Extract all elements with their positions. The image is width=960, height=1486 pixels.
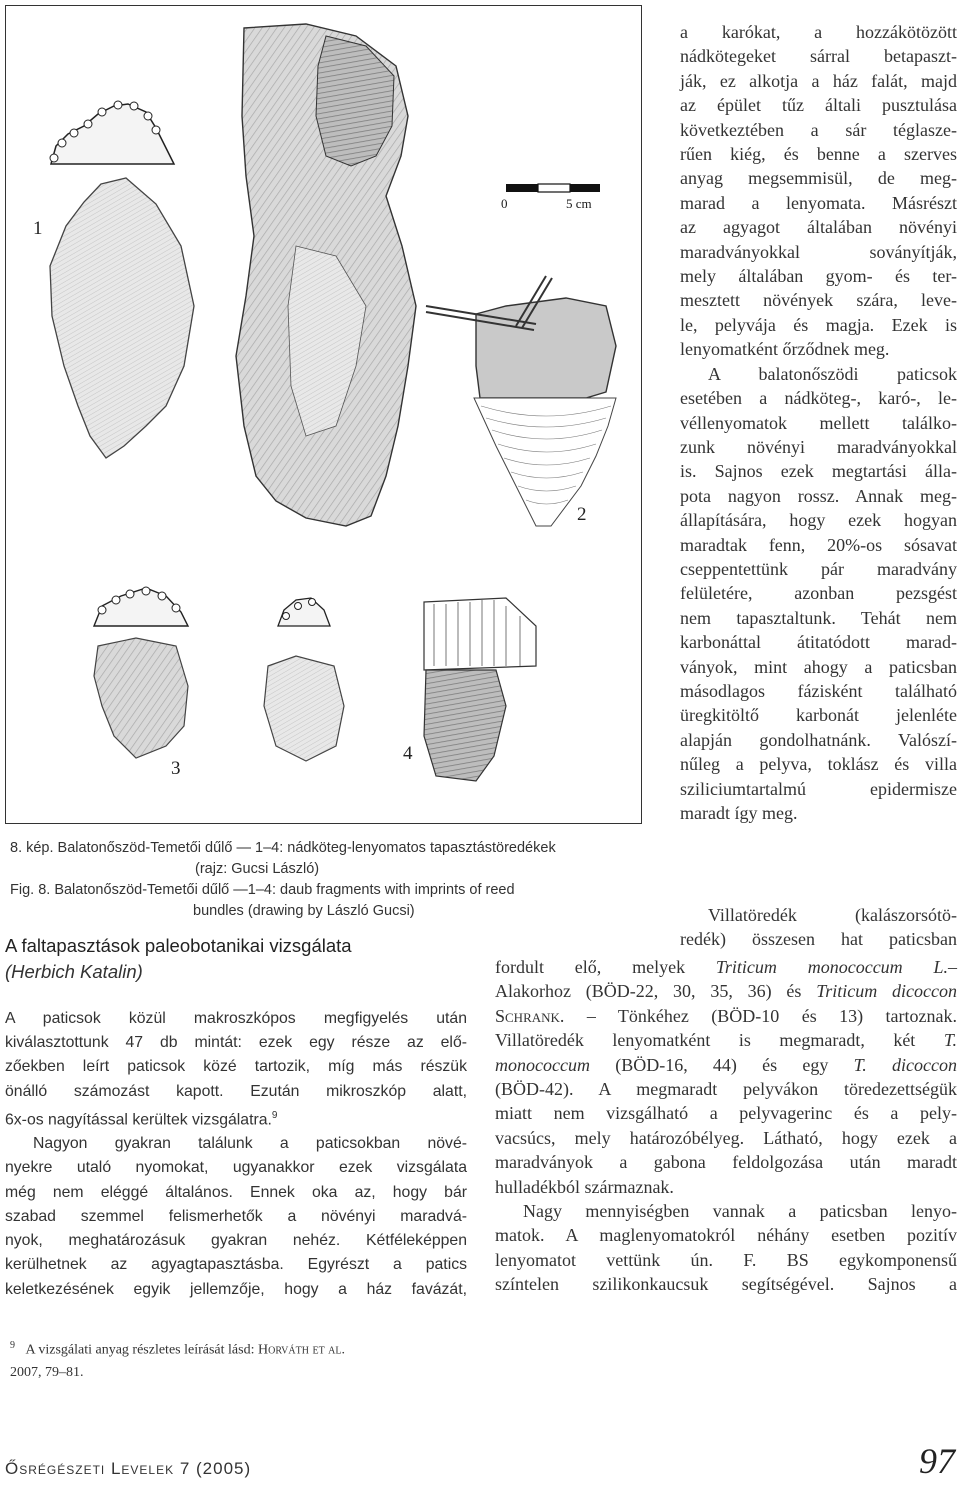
text-line: Nagy mennyiségben vannak a paticsban lenyo- bbox=[523, 1201, 957, 1222]
author-name: Schrank bbox=[495, 1005, 560, 1026]
species-name: monococcum bbox=[495, 1054, 590, 1075]
text-line: miatt nem vizsgálható a pelyvagerinc és a pely- bbox=[495, 1103, 957, 1124]
text-line: felületére, azonban pezsgést bbox=[680, 583, 957, 604]
text-line: nyekre utaló nyomokat, ugyanakkor ezek vizsgálata bbox=[5, 1159, 467, 1177]
right-column-text bbox=[680, 20, 957, 825]
text-line: alapján gondolhatnánk. Valószí- bbox=[680, 729, 957, 750]
scale-bar bbox=[506, 184, 600, 192]
text-line: matok. A maglenyomatokról néhány esetben pozitív bbox=[495, 1225, 957, 1246]
footnote-author: Horváth et al. bbox=[257, 1342, 346, 1358]
text-line: ják, ez alkotja a ház falát, majd bbox=[680, 70, 957, 91]
text-line: szabad szemmel felismerhetők a növényi maradvá- bbox=[5, 1207, 467, 1225]
fragment-4-face bbox=[264, 656, 344, 761]
text-line: hulladékból származnak. bbox=[495, 1176, 674, 1197]
text-line: színtelen szilikonkaucsuk segítségével. Sajnos a bbox=[495, 1274, 957, 1295]
text-line: A balatonőszödi paticsok bbox=[708, 363, 957, 384]
species-name: T. bbox=[943, 1030, 957, 1051]
text-line bbox=[495, 955, 957, 979]
figure-label-1: 1 bbox=[33, 218, 43, 239]
fragment-3-face bbox=[94, 638, 188, 758]
text-line: pota nagyon rossz. Annak meg- bbox=[680, 485, 957, 506]
text-line: lenyomatként őrződnek meg. bbox=[680, 339, 890, 360]
fragment-2-left bbox=[236, 24, 416, 526]
figure-plate bbox=[5, 5, 642, 824]
fragment-2-profile bbox=[426, 276, 616, 526]
text-line: redék) összesen hat paticsban bbox=[680, 929, 957, 950]
text-line: véllenyomatok mellett találko- bbox=[680, 412, 957, 433]
text-line: az agyagot általában növényi bbox=[680, 217, 957, 238]
text-line: mesztett növények szára, leve- bbox=[680, 290, 957, 311]
text-line: anyag megsemmisül, de meg- bbox=[680, 168, 957, 189]
text-run: (BÖD-16, 44) és egy bbox=[589, 1054, 854, 1075]
section-title: A faltapasztások paleobotanikai vizsgálata bbox=[5, 935, 352, 956]
fragment-3-section bbox=[94, 587, 188, 626]
footnote bbox=[10, 1335, 470, 1384]
paragraph-2 bbox=[5, 1132, 467, 1301]
caption-en-line2: bundles (drawing by László Gucsi) bbox=[193, 903, 415, 919]
scale-label-start: 0 bbox=[501, 196, 508, 211]
right-column-text-2 bbox=[680, 903, 957, 952]
text-line: nem tapasztaltunk. Tehát nem bbox=[680, 607, 957, 628]
text-line: sziliciumtartalmú epidermisze bbox=[680, 778, 957, 799]
left-body-text bbox=[5, 1007, 467, 1302]
text-line: kerülhetnek az agyagtapasztásba. Egyrészt a patics bbox=[5, 1256, 467, 1274]
text-line: a karókat, a hozzákötözött bbox=[680, 22, 957, 42]
caption-hu-line1: 8. kép. Balatonőszöd-Temetői dűlő — 1–4: nádköteg-lenyomatos tapasztástöredékek bbox=[10, 840, 556, 856]
text-line: rűen kiég, és benne a szerves bbox=[680, 144, 957, 165]
scale-label-end: 5 cm bbox=[566, 196, 592, 211]
footnote-text-end: 2007, 79–81. bbox=[10, 1364, 84, 1380]
text-line: maradtak fenn, 20%-os sósavat bbox=[680, 534, 957, 555]
caption-en bbox=[10, 880, 622, 922]
page-number: 97 bbox=[919, 1441, 955, 1481]
text-line: maradt így meg. bbox=[680, 803, 798, 823]
caption-hu bbox=[10, 838, 622, 880]
text-line: állapítására, hogy ezek hogyan bbox=[680, 510, 957, 531]
fragment-1-face bbox=[50, 178, 194, 458]
fragment-1-section bbox=[50, 101, 174, 164]
text-line: karbonáttal átitatódott marad- bbox=[680, 632, 957, 653]
text-line: másodlagos fázisként található bbox=[680, 680, 957, 701]
text-line: marad a lenyomata. Másrészt bbox=[680, 192, 957, 213]
figure-label-3: 3 bbox=[171, 758, 181, 779]
text-line: nyok, meghatározásuk gyakran nehéz. Kétféleképpen bbox=[5, 1232, 467, 1250]
paragraph-1 bbox=[5, 1007, 467, 1132]
text-run: fordult elő, melyek bbox=[495, 957, 716, 977]
text-line-content: 6x-os nagyítással kerültek vizsgálatra. bbox=[5, 1111, 272, 1129]
figure-label-4: 4 bbox=[403, 743, 413, 764]
text-line bbox=[495, 1004, 957, 1028]
text-run: – bbox=[948, 957, 957, 977]
text-line: mely általában gyom- és ter- bbox=[680, 266, 957, 287]
caption-hu-line2: (rajz: Gucsi László) bbox=[195, 861, 320, 877]
text-line: le, pelyvája és magja. Ezek is bbox=[680, 314, 957, 335]
figure-label-2: 2 bbox=[577, 504, 587, 525]
text-line: önálló számozást kapott. Ezután mikroszkóp alatt, bbox=[5, 1082, 467, 1100]
text-line bbox=[495, 1053, 957, 1077]
text-line: Nagyon gyakran találunk a paticsokban növé- bbox=[33, 1135, 467, 1153]
text-line: Villatöredék (kalászorsótö- bbox=[708, 905, 957, 925]
text-line: az épület tűz általi pusztulása bbox=[680, 95, 957, 116]
text-line: maradványokkal soványítják, bbox=[680, 241, 957, 262]
bottom-column-text bbox=[495, 955, 957, 1297]
text-line: is. Sajnos ezek megtartási álla- bbox=[680, 461, 957, 482]
species-name: Triticum dicoccon bbox=[816, 981, 958, 1002]
journal-footer: Ősrégészeti Levelek 7 (2005) bbox=[5, 1459, 252, 1478]
text-line: esetében a nádköteg-, karó-, le- bbox=[680, 388, 957, 409]
text-line: ványok, mint ahogy a paticsban bbox=[680, 656, 957, 677]
section-author: (Herbich Katalin) bbox=[5, 961, 143, 982]
footnote-ref[interactable]: 9 bbox=[271, 1109, 278, 1121]
species-name: Triticum monococcum L. bbox=[715, 957, 948, 977]
footnote-text: A vizsgálati anyag részletes leírását lásd: bbox=[25, 1342, 258, 1358]
text-line bbox=[5, 1104, 467, 1132]
text-line: maradványok a gabona feldolgozása után maradt bbox=[495, 1152, 957, 1173]
caption-en-line1: Fig. 8. Balatonőszöd-Temetői dűlő —1–4: daub fragments with imprints of reed bbox=[10, 882, 515, 898]
fragment-4-profile bbox=[424, 598, 536, 781]
text-line: kiválasztottunk 47 db mintát: ezek egy része az elő- bbox=[5, 1034, 467, 1052]
daub-fragments-drawing bbox=[6, 6, 642, 824]
text-line: üregkitöltő karbonát jelenléte bbox=[680, 705, 957, 726]
text-run: Alakorhoz (BÖD-22, 30, 35, 36) és bbox=[495, 981, 817, 1002]
text-line: nűleg a pelyva, toklász és villa bbox=[680, 754, 957, 775]
figure-caption bbox=[10, 838, 622, 922]
footnote-number: 9 bbox=[10, 1340, 15, 1351]
text-line: (BÖD-42). A megmaradt pelyvákon töredezettségük bbox=[495, 1079, 957, 1100]
fragment-4-section bbox=[278, 598, 330, 626]
text-line bbox=[495, 979, 957, 1003]
text-line: következtében a sár téglasze- bbox=[680, 119, 957, 140]
text-line: cseppentettünk pár maradvány bbox=[680, 558, 957, 579]
text-line: A paticsok közül makroszkópos megfigyelés után bbox=[5, 1010, 467, 1027]
text-line: lenyomatot vettünk ún. F. BS egykomponensű bbox=[495, 1249, 957, 1270]
text-line: zőekben leírt paticsok közé tartozik, míg más részük bbox=[5, 1058, 467, 1076]
text-line: keletkezésének egyik jellemzője, hogy a ház favázát, bbox=[5, 1280, 467, 1298]
species-name: T. dicoccon bbox=[853, 1054, 957, 1075]
text-run: . – Tönkéhez (BÖD-10 és 13) tartoznak. bbox=[559, 1005, 957, 1026]
text-run: Villatöredék lenyomatként is megmaradt, két bbox=[495, 1030, 944, 1051]
text-line: zunk növényi maradványokkal bbox=[680, 436, 957, 457]
text-line bbox=[495, 1028, 957, 1052]
text-line: még nem eléggé általános. Ennek oka az, hogy bár bbox=[5, 1183, 467, 1201]
text-line: vacsúcs, mely határozóbélyeg. Látható, hogy ezek a bbox=[495, 1127, 957, 1148]
text-line: nádkötegeket sárral betapaszt- bbox=[680, 46, 957, 67]
